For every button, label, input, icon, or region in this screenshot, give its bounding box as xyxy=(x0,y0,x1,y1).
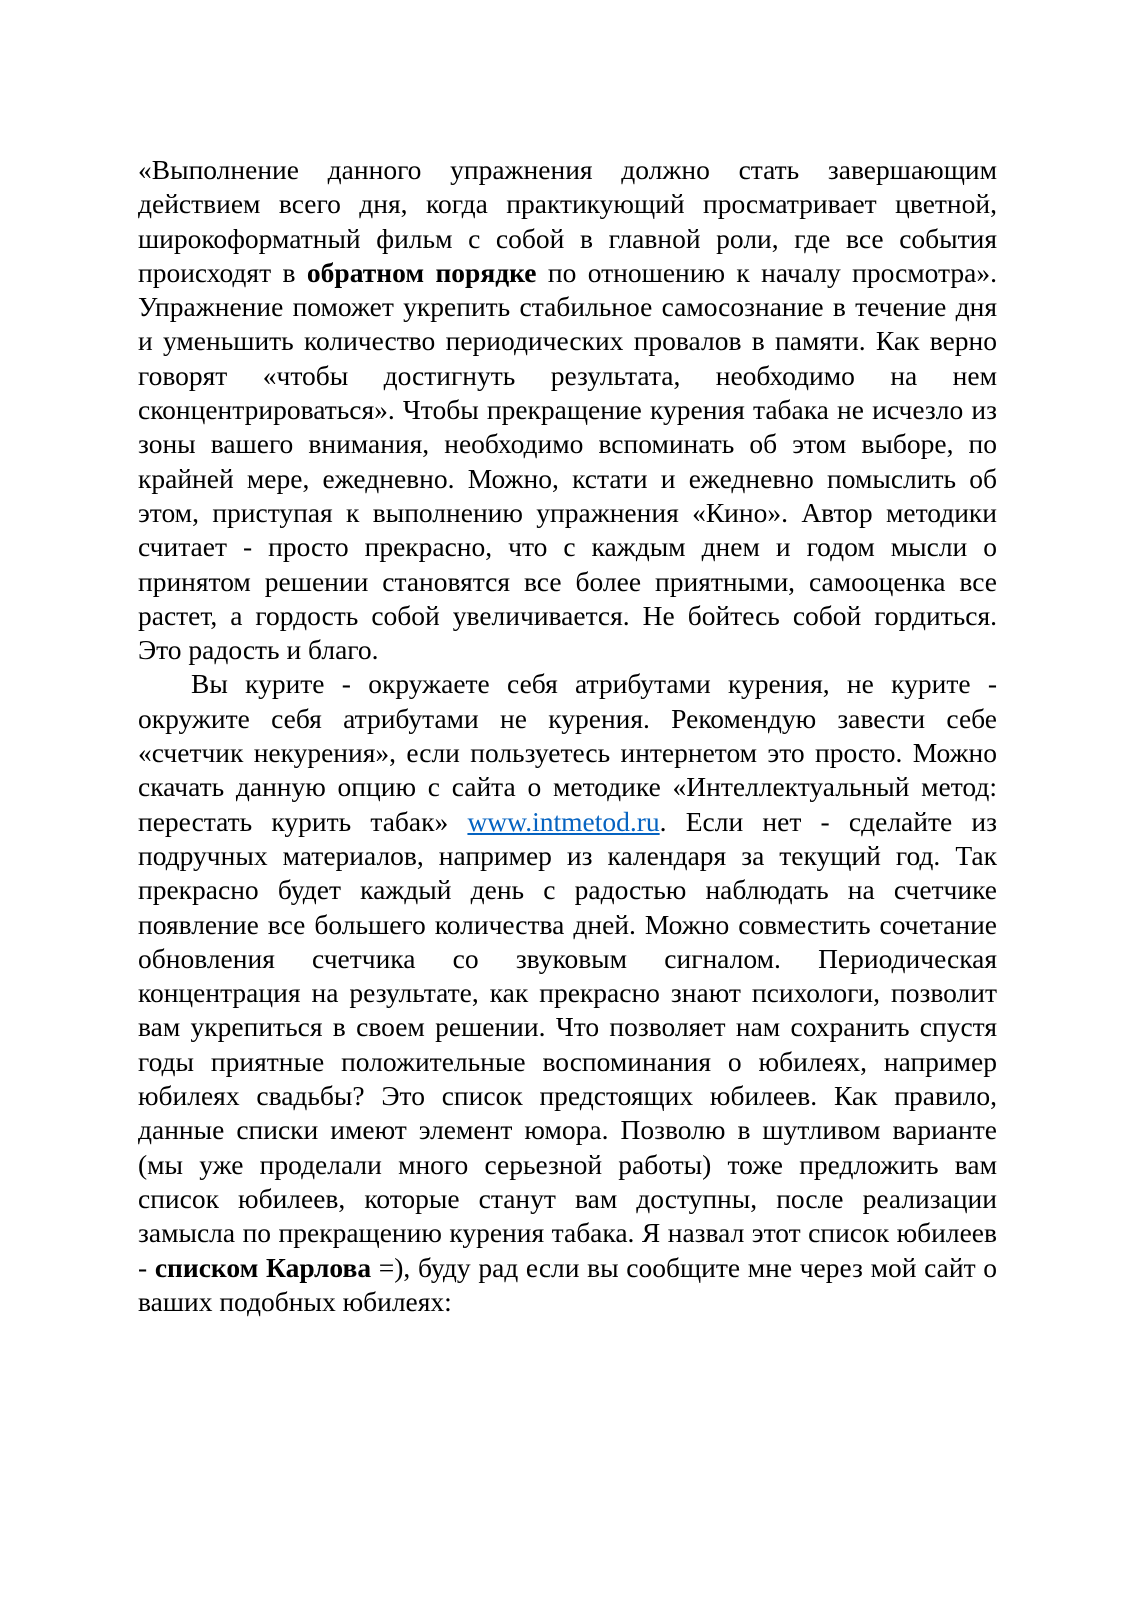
paragraph-2-text-c: =), буду рад если вы сообщите мне через мой сайт о ваших подобных юбилеях: xyxy=(138,1251,997,1317)
paragraph-1 xyxy=(138,153,997,667)
text-column xyxy=(138,153,997,1319)
paragraph-1-text-a: «Выполнение данного упражнения должно стать завершающим действием всего дня, когда практикующий просматривает цветной, широкоформатный фильм с собой в главной роли, где все события происходят в xyxy=(138,154,997,288)
paragraph-2 xyxy=(138,667,997,1319)
paragraph-2-text-a: Вы курите - окружаете себя атрибутами курения, не курите - окружите себя атрибутами не курения. Рекомендую завести себе «счетчик некурения», если пользуетесь интернетом это просто. Можно скачать данную опцию с сайта о методике «Интеллектуальный метод: перестать курить табак» xyxy=(138,668,997,837)
paragraph-1-text-b: по отношению к началу просмотра». Упражнение поможет укрепить стабильное самосознание в течение дня и уменьшить количество периодических провалов в памяти. Как верно говорят «чтобы достигнуть результата, необходимо на нем сконцентрироваться». Чтобы прекращение курения табака не исчезло из зоны вашего внимания, необходимо вспоминать об этом выборе, по крайней мере, ежедневно. Можно, кстати и ежедневно помыслить об этом, приступая к выполнению упражнения «Кино». Автор методики считает - просто прекрасно, что с каждым днем и годом мысли о принятом решении становятся все более приятными, самооценка все растет, а гордость собой увеличивается. Не бойтесь собой гордиться. Это радость и благо. xyxy=(138,256,997,666)
bold-phrase-karlov-list: списком Карлова xyxy=(154,1251,372,1283)
paragraph-2-text-b: . Если нет - сделайте из подручных материалов, например из календаря за текущий год. Так прекрасно будет каждый день с радостью наблюдать на счетчике появление все большего количества дней. Можно совместить сочетание обновления счетчика со звуковым сигналом. Периодическая концентрация на результате, как прекрасно знают психологи, позволит вам укрепиться в своем решении. Что позволяет нам сохранить спустя годы приятные положительные воспоминания о юбилеях, например юбилеях свадьбы? Это список предстоящих юбилеев. Как правило, данные списки имеют элемент юмора. Позволю в шутливом варианте (мы уже проделали много серьезной работы) тоже предложить вам список юбилеев, которые станут вам доступны, после реализации замысла по прекращению курения табака. Я назвал этот список юбилеев - xyxy=(138,805,997,1283)
bold-phrase-reverse-order: обратном порядке xyxy=(306,256,537,288)
website-link[interactable]: www.intmetod.ru xyxy=(467,805,660,837)
